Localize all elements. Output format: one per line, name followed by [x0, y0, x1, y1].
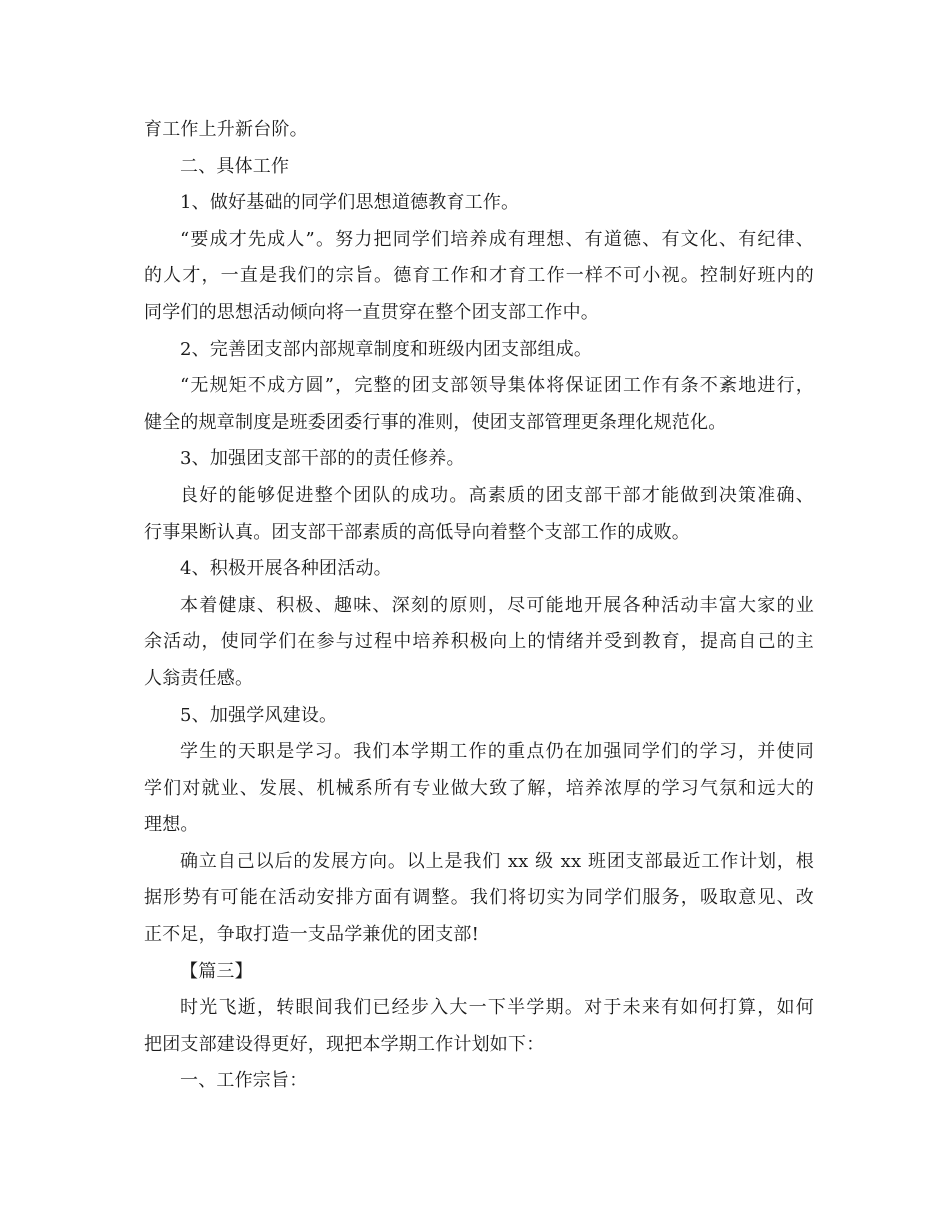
section-heading: 二、具体工作	[180, 155, 290, 177]
text-line: “要成才先成人”。努力把同学们培养成有理想、有道德、有文化、有纪律、	[180, 228, 814, 250]
text-line: 学们对就业、发展、机械系所有专业做大致了解，培养浓厚的学习气氛和远大的	[144, 777, 814, 799]
text-line: “无规矩不成方圆”，完整的团支部领导集体将保证团工作有条不紊地进行，	[180, 375, 814, 397]
text-line: 据形势有可能在活动安排方面有调整。我们将切实为同学们服务，吸取意见、改	[144, 887, 814, 909]
section-heading: 一、工作宗旨：	[180, 1070, 308, 1092]
text-line: 学生的天职是学习。我们本学期工作的重点仍在加强同学们的学习，并使同	[180, 741, 814, 763]
text-line: 本着健康、积极、趣味、深刻的原则，尽可能地开展各种活动丰富大家的业	[180, 594, 814, 616]
document-body	[144, 112, 814, 1100]
text-line: 良好的能够促进整个团队的成功。高素质的团支部干部才能做到决策准确、	[180, 484, 814, 506]
text-line: 确立自己以后的发展方向。以上是我们 xx 级 xx 班团支部最近工作计划，根	[180, 850, 814, 872]
item-heading: 5、加强学风建设。	[180, 704, 338, 726]
text-line: 余活动，使同学们在参与过程中培养积极向上的情绪并受到教育，提高自己的主	[144, 631, 814, 653]
item-heading: 1、做好基础的同学们思想道德教育工作。	[180, 192, 520, 214]
text-line: 健全的规章制度是班委团委行事的准则，使团支部管理更条理化规范化。	[144, 411, 727, 433]
text-line: 把团支部建设得更好，现把本学期工作计划如下：	[144, 1033, 545, 1055]
text-line: 正不足，争取打造一支品学兼优的团支部!	[144, 924, 480, 946]
text-line: 人翁责任感。	[144, 667, 254, 689]
text-line: 的人才，一直是我们的宗旨。德育工作和才育工作一样不可小视。控制好班内的	[144, 265, 814, 287]
text-line: 理想。	[144, 814, 199, 836]
text-line: 育工作上升新台阶。	[144, 119, 308, 140]
item-heading: 4、积极开展各种团活动。	[180, 558, 392, 580]
text-line: 行事果断认真。团支部干部素质的高低导向着整个支部工作的成败。	[144, 521, 690, 543]
chapter-heading: 【篇三】	[180, 960, 253, 982]
item-heading: 3、加强团支部干部的的责任修养。	[180, 448, 465, 470]
item-heading: 2、完善团支部内部规章制度和班级内团支部组成。	[180, 338, 593, 360]
text-line: 同学们的思想活动倾向将一直贯穿在整个团支部工作中。	[144, 301, 599, 323]
text-line: 时光飞逝，转眼间我们已经步入大一下半学期。对于未来有如何打算，如何	[180, 997, 814, 1019]
